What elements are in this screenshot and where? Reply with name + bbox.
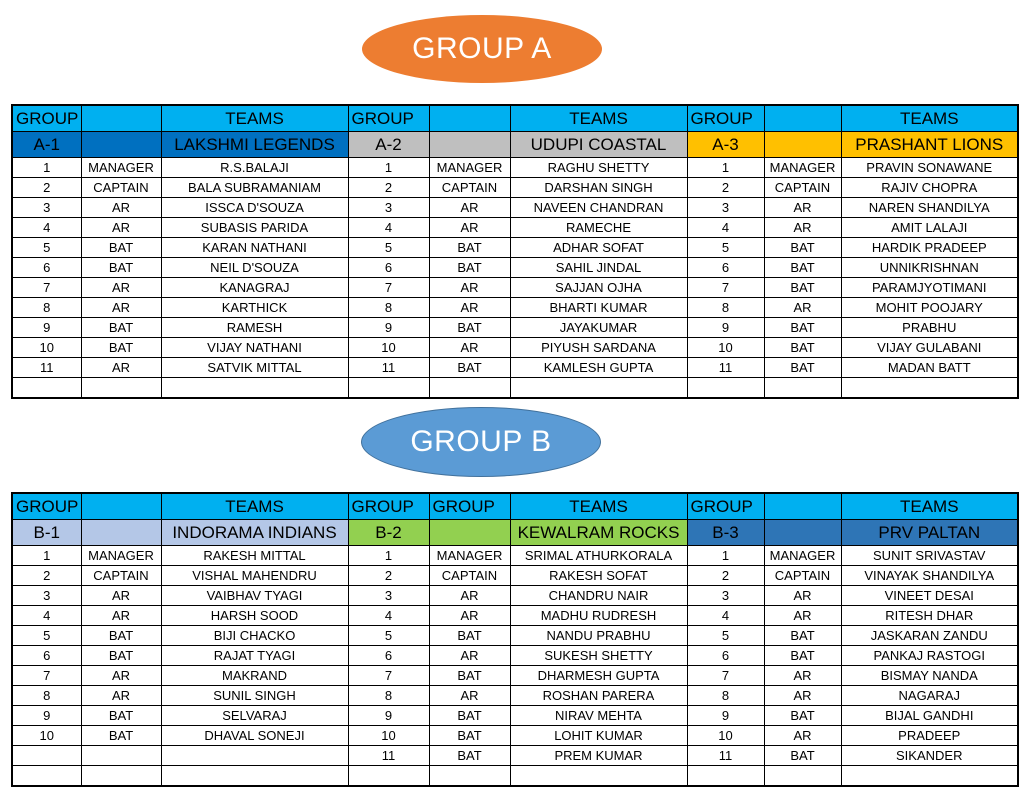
player-role — [81, 766, 161, 787]
player-name: SUBASIS PARIDA — [161, 218, 348, 238]
group-a-label — [362, 15, 602, 83]
group-b-title: GROUP B — [410, 425, 552, 458]
player-number: 11 — [348, 746, 429, 766]
player-name: BIJAL GANDHI — [841, 706, 1018, 726]
player-number: 1 — [12, 546, 81, 566]
player-role: MANAGER — [429, 546, 510, 566]
player-role: BAT — [429, 318, 510, 338]
player-name: VAIBHAV TYAGI — [161, 586, 348, 606]
header-cell — [764, 105, 841, 132]
player-role: AR — [81, 606, 161, 626]
player-number: 5 — [687, 238, 764, 258]
table-row — [12, 766, 1018, 787]
header-cell: GROUP — [12, 493, 81, 520]
player-role: BAT — [81, 238, 161, 258]
player-number: 1 — [348, 546, 429, 566]
table-row — [12, 218, 1018, 238]
player-role: AR — [429, 218, 510, 238]
player-role: BAT — [429, 358, 510, 378]
team-name: UDUPI COASTAL — [510, 132, 687, 158]
player-role: BAT — [81, 626, 161, 646]
player-role — [764, 378, 841, 399]
player-role — [81, 378, 161, 399]
player-name: KARTHICK — [161, 298, 348, 318]
player-name: ADHAR SOFAT — [510, 238, 687, 258]
player-name: RAMECHE — [510, 218, 687, 238]
player-number: 5 — [12, 626, 81, 646]
player-number — [687, 378, 764, 399]
player-number: 5 — [12, 238, 81, 258]
player-number: 9 — [12, 706, 81, 726]
header-cell — [764, 493, 841, 520]
player-number: 2 — [348, 566, 429, 586]
player-name: SUKESH SHETTY — [510, 646, 687, 666]
table-row — [12, 606, 1018, 626]
player-number: 6 — [348, 258, 429, 278]
player-role: AR — [764, 726, 841, 746]
table-row — [12, 238, 1018, 258]
table-row — [12, 626, 1018, 646]
player-role: BAT — [764, 258, 841, 278]
player-number: 10 — [687, 338, 764, 358]
player-number: 9 — [687, 318, 764, 338]
player-role: AR — [81, 686, 161, 706]
player-name: BIJI CHACKO — [161, 626, 348, 646]
player-number: 6 — [348, 646, 429, 666]
player-number: 8 — [687, 686, 764, 706]
player-role: MANAGER — [81, 158, 161, 178]
player-role: BAT — [764, 706, 841, 726]
player-role: AR — [429, 646, 510, 666]
team-color-cell — [81, 132, 161, 158]
player-number: 3 — [348, 586, 429, 606]
player-number: 9 — [348, 706, 429, 726]
player-role: AR — [764, 686, 841, 706]
player-role: AR — [429, 686, 510, 706]
player-role: MANAGER — [429, 158, 510, 178]
player-number: 4 — [348, 606, 429, 626]
player-name: RITESH DHAR — [841, 606, 1018, 626]
table-row — [12, 358, 1018, 378]
player-name: JAYAKUMAR — [510, 318, 687, 338]
player-number: 6 — [12, 646, 81, 666]
player-role: BAT — [429, 666, 510, 686]
player-number: 3 — [687, 198, 764, 218]
player-role: CAPTAIN — [764, 566, 841, 586]
player-number: 5 — [348, 238, 429, 258]
player-name: VIJAY GULABANI — [841, 338, 1018, 358]
player-number: 8 — [12, 686, 81, 706]
player-name: MADAN BATT — [841, 358, 1018, 378]
player-role — [81, 746, 161, 766]
player-role: AR — [81, 198, 161, 218]
player-role: AR — [764, 606, 841, 626]
player-role: BAT — [764, 238, 841, 258]
player-number: 10 — [348, 726, 429, 746]
team-code: A-3 — [687, 132, 764, 158]
player-number — [12, 378, 81, 399]
player-role: BAT — [764, 338, 841, 358]
player-number: 4 — [348, 218, 429, 238]
team-name: PRV PALTAN — [841, 520, 1018, 546]
player-name: DHARMESH GUPTA — [510, 666, 687, 686]
player-name — [841, 766, 1018, 787]
player-number: 1 — [348, 158, 429, 178]
player-number: 5 — [348, 626, 429, 646]
player-name: JASKARAN ZANDU — [841, 626, 1018, 646]
team-code: B-3 — [687, 520, 764, 546]
player-name: RAJAT TYAGI — [161, 646, 348, 666]
player-name: SELVARAJ — [161, 706, 348, 726]
player-name: PIYUSH SARDANA — [510, 338, 687, 358]
player-role: BAT — [764, 278, 841, 298]
player-number — [348, 766, 429, 787]
player-name: R.S.BALAJI — [161, 158, 348, 178]
player-name: SAJJAN OJHA — [510, 278, 687, 298]
player-number — [12, 746, 81, 766]
table-row — [12, 298, 1018, 318]
team-name: INDORAMA INDIANS — [161, 520, 348, 546]
player-role: CAPTAIN — [81, 566, 161, 586]
player-name — [510, 378, 687, 399]
player-number: 7 — [687, 278, 764, 298]
player-number: 2 — [687, 566, 764, 586]
player-role: BAT — [81, 318, 161, 338]
player-role: AR — [81, 358, 161, 378]
player-name: MADHU RUDRESH — [510, 606, 687, 626]
group-a-title: GROUP A — [412, 32, 552, 65]
player-number: 8 — [12, 298, 81, 318]
player-name: ROSHAN PARERA — [510, 686, 687, 706]
player-name: SATVIK MITTAL — [161, 358, 348, 378]
player-name: SAHIL JINDAL — [510, 258, 687, 278]
header-cell: TEAMS — [510, 493, 687, 520]
player-name: KAMLESH GUPTA — [510, 358, 687, 378]
table-row — [12, 318, 1018, 338]
player-name: NAVEEN CHANDRAN — [510, 198, 687, 218]
player-name: DARSHAN SINGH — [510, 178, 687, 198]
player-name: PRAVIN SONAWANE — [841, 158, 1018, 178]
table-row — [12, 666, 1018, 686]
player-number: 8 — [348, 686, 429, 706]
header-cell — [81, 493, 161, 520]
player-role: AR — [429, 278, 510, 298]
group-b-table — [11, 492, 1019, 787]
player-name: RAJIV CHOPRA — [841, 178, 1018, 198]
player-role: BAT — [81, 706, 161, 726]
header-row — [12, 493, 1018, 520]
player-number: 4 — [687, 606, 764, 626]
header-cell: GROUP — [348, 493, 429, 520]
player-name: DHAVAL SONEJI — [161, 726, 348, 746]
table-row — [12, 726, 1018, 746]
player-role: BAT — [764, 318, 841, 338]
player-number: 11 — [12, 358, 81, 378]
player-number: 2 — [687, 178, 764, 198]
team-color-cell — [764, 132, 841, 158]
player-role: AR — [764, 298, 841, 318]
player-role: AR — [429, 606, 510, 626]
player-number: 2 — [348, 178, 429, 198]
table-row — [12, 686, 1018, 706]
team-code: A-2 — [348, 132, 429, 158]
player-role: AR — [81, 218, 161, 238]
player-name: RAKESH MITTAL — [161, 546, 348, 566]
player-name: ISSCA D'SOUZA — [161, 198, 348, 218]
player-number: 6 — [12, 258, 81, 278]
player-name: AMIT LALAJI — [841, 218, 1018, 238]
header-cell: TEAMS — [510, 105, 687, 132]
player-number: 10 — [687, 726, 764, 746]
player-number: 10 — [12, 726, 81, 746]
player-name — [510, 766, 687, 787]
player-role: BAT — [81, 726, 161, 746]
player-name: NAGARAJ — [841, 686, 1018, 706]
player-role: AR — [429, 298, 510, 318]
player-role: BAT — [764, 746, 841, 766]
player-name: HARDIK PRADEEP — [841, 238, 1018, 258]
header-cell: GROUP — [429, 493, 510, 520]
player-number: 7 — [348, 666, 429, 686]
header-cell: TEAMS — [841, 105, 1018, 132]
player-number: 6 — [687, 646, 764, 666]
player-name: PREM KUMAR — [510, 746, 687, 766]
player-number: 8 — [687, 298, 764, 318]
player-name: HARSH SOOD — [161, 606, 348, 626]
player-role: MANAGER — [764, 546, 841, 566]
player-number: 10 — [348, 338, 429, 358]
table-row — [12, 338, 1018, 358]
player-number: 11 — [687, 358, 764, 378]
player-name: NEIL D'SOUZA — [161, 258, 348, 278]
player-role: CAPTAIN — [81, 178, 161, 198]
team-code: B-1 — [12, 520, 81, 546]
header-cell: TEAMS — [841, 493, 1018, 520]
player-number: 9 — [12, 318, 81, 338]
player-number: 7 — [12, 278, 81, 298]
player-role: BAT — [764, 626, 841, 646]
player-role: BAT — [81, 338, 161, 358]
player-name: RAMESH — [161, 318, 348, 338]
player-number: 1 — [687, 546, 764, 566]
header-cell: TEAMS — [161, 105, 348, 132]
player-role: AR — [81, 586, 161, 606]
player-number: 3 — [12, 586, 81, 606]
player-name: NAREN SHANDILYA — [841, 198, 1018, 218]
player-number: 8 — [348, 298, 429, 318]
player-name: PRADEEP — [841, 726, 1018, 746]
team-color-cell — [429, 520, 510, 546]
player-role: AR — [764, 218, 841, 238]
player-name: UNNIKRISHNAN — [841, 258, 1018, 278]
player-name: RAKESH SOFAT — [510, 566, 687, 586]
player-role: BAT — [429, 258, 510, 278]
header-cell: GROUP — [687, 493, 764, 520]
player-number: 7 — [348, 278, 429, 298]
player-number: 5 — [687, 626, 764, 646]
player-number: 7 — [687, 666, 764, 686]
player-role: BAT — [429, 726, 510, 746]
player-name: NANDU PRABHU — [510, 626, 687, 646]
player-name: SUNIT SRIVASTAV — [841, 546, 1018, 566]
player-role: BAT — [764, 646, 841, 666]
player-name: KANAGRAJ — [161, 278, 348, 298]
player-role: AR — [764, 198, 841, 218]
player-number: 3 — [348, 198, 429, 218]
table-row — [12, 198, 1018, 218]
header-cell — [81, 105, 161, 132]
team-name: LAKSHMI LEGENDS — [161, 132, 348, 158]
player-name: MOHIT POOJARY — [841, 298, 1018, 318]
player-number: 1 — [687, 158, 764, 178]
player-role: AR — [764, 586, 841, 606]
table-row — [12, 278, 1018, 298]
team-color-cell — [764, 520, 841, 546]
player-name: VINAYAK SHANDILYA — [841, 566, 1018, 586]
table-row — [12, 158, 1018, 178]
player-number: 2 — [12, 566, 81, 586]
player-number: 9 — [348, 318, 429, 338]
player-number: 2 — [12, 178, 81, 198]
player-number: 3 — [687, 586, 764, 606]
player-number: 4 — [12, 218, 81, 238]
player-name: PANKAJ RASTOGI — [841, 646, 1018, 666]
player-number: 1 — [12, 158, 81, 178]
player-number: 10 — [12, 338, 81, 358]
player-name: VINEET DESAI — [841, 586, 1018, 606]
player-name: RAGHU SHETTY — [510, 158, 687, 178]
player-role — [764, 766, 841, 787]
player-number — [12, 766, 81, 787]
player-number: 7 — [12, 666, 81, 686]
team-code: B-2 — [348, 520, 429, 546]
player-name — [161, 766, 348, 787]
player-role: AR — [764, 666, 841, 686]
team-color-cell — [429, 132, 510, 158]
player-name — [841, 378, 1018, 399]
header-cell: GROUP — [12, 105, 81, 132]
player-number: 11 — [687, 746, 764, 766]
player-number: 9 — [687, 706, 764, 726]
player-role: CAPTAIN — [429, 566, 510, 586]
player-role — [429, 378, 510, 399]
team-row — [12, 132, 1018, 158]
player-number: 4 — [12, 606, 81, 626]
player-role: BAT — [429, 746, 510, 766]
player-number: 6 — [687, 258, 764, 278]
player-name: SIKANDER — [841, 746, 1018, 766]
player-role: AR — [429, 338, 510, 358]
player-name: PRABHU — [841, 318, 1018, 338]
team-name: KEWALRAM ROCKS — [510, 520, 687, 546]
team-row — [12, 520, 1018, 546]
table-row — [12, 746, 1018, 766]
table-row — [12, 586, 1018, 606]
table-row — [12, 566, 1018, 586]
player-name: VISHAL MAHENDRU — [161, 566, 348, 586]
table-row — [12, 178, 1018, 198]
player-role: BAT — [429, 238, 510, 258]
player-name: CHANDRU NAIR — [510, 586, 687, 606]
player-role: MANAGER — [764, 158, 841, 178]
header-cell: TEAMS — [161, 493, 348, 520]
table-row — [12, 646, 1018, 666]
player-role: CAPTAIN — [764, 178, 841, 198]
player-number — [348, 378, 429, 399]
player-name: KARAN NATHANI — [161, 238, 348, 258]
header-cell: GROUP — [687, 105, 764, 132]
player-name: MAKRAND — [161, 666, 348, 686]
player-role: AR — [429, 586, 510, 606]
team-color-cell — [81, 520, 161, 546]
player-role: MANAGER — [81, 546, 161, 566]
player-name: VIJAY NATHANI — [161, 338, 348, 358]
header-row — [12, 105, 1018, 132]
player-name: BALA SUBRAMANIAM — [161, 178, 348, 198]
table-row — [12, 258, 1018, 278]
table-row — [12, 546, 1018, 566]
table-row — [12, 706, 1018, 726]
player-role: AR — [81, 666, 161, 686]
player-role: AR — [81, 298, 161, 318]
table-row — [12, 378, 1018, 399]
player-role: BAT — [429, 706, 510, 726]
player-role: BAT — [764, 358, 841, 378]
player-name: LOHIT KUMAR — [510, 726, 687, 746]
player-name: BHARTI KUMAR — [510, 298, 687, 318]
player-role: AR — [429, 198, 510, 218]
player-name: NIRAV MEHTA — [510, 706, 687, 726]
header-cell: GROUP — [348, 105, 429, 132]
player-role — [429, 766, 510, 787]
player-name — [161, 746, 348, 766]
player-role: BAT — [429, 626, 510, 646]
header-cell — [429, 105, 510, 132]
player-number: 11 — [348, 358, 429, 378]
player-name — [161, 378, 348, 399]
group-a-table — [11, 104, 1019, 399]
player-role: BAT — [81, 646, 161, 666]
group-b-label — [361, 407, 601, 477]
player-name: BISMAY NANDA — [841, 666, 1018, 686]
player-name: PARAMJYOTIMANI — [841, 278, 1018, 298]
player-name: SRIMAL ATHURKORALA — [510, 546, 687, 566]
player-number — [687, 766, 764, 787]
player-role: BAT — [81, 258, 161, 278]
player-name: SUNIL SINGH — [161, 686, 348, 706]
team-name: PRASHANT LIONS — [841, 132, 1018, 158]
player-role: AR — [81, 278, 161, 298]
team-code: A-1 — [12, 132, 81, 158]
player-role: CAPTAIN — [429, 178, 510, 198]
player-number: 3 — [12, 198, 81, 218]
player-number: 4 — [687, 218, 764, 238]
